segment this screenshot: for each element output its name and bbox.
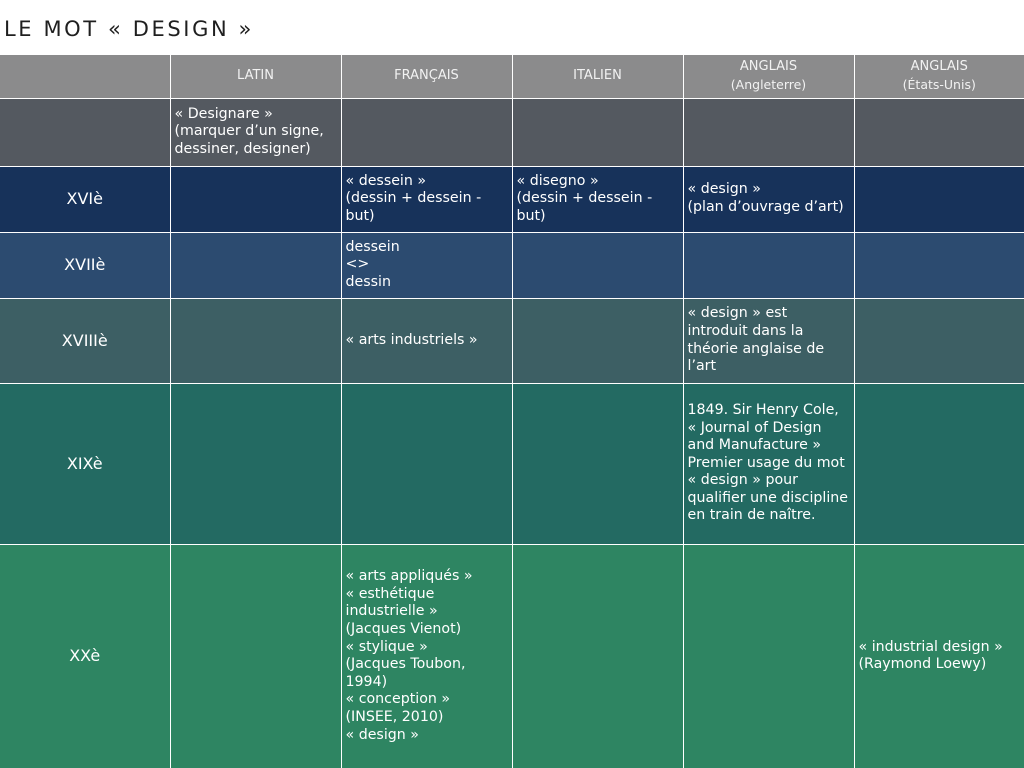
- cell-anglais-etats-unis: [854, 298, 1024, 383]
- header-subtitle: (États-Unis): [902, 77, 976, 93]
- century-label: XIXè: [0, 383, 170, 544]
- cell-anglais-angleterre: [683, 544, 854, 768]
- cell-francais: « dessein » (dessin + dessein - but): [341, 166, 512, 232]
- cell-anglais-angleterre: [683, 232, 854, 298]
- cell-latin: [170, 298, 341, 383]
- cell-latin: [170, 232, 341, 298]
- century-label: XXè: [0, 544, 170, 768]
- century-label: XVIIIè: [0, 298, 170, 383]
- table-row-xvi: [0, 166, 1024, 232]
- cell-latin: [170, 383, 341, 544]
- header-cell-francais: FRANÇAIS: [341, 55, 512, 98]
- cell-italien: [512, 383, 683, 544]
- header-cell-anglais-angleterre: ANGLAIS (Angleterre): [683, 55, 854, 98]
- table-row-origin: [0, 98, 1024, 166]
- cell-francais: « arts industriels »: [341, 298, 512, 383]
- cell-latin: « Designare » (marquer d’un signe, dessiner, designer): [170, 98, 341, 166]
- table-row-xviii: [0, 298, 1024, 383]
- header-cell-anglais-etats-unis: ANGLAIS (États-Unis): [854, 55, 1024, 98]
- cell-francais: « arts appliqués » « esthétique industrielle » (Jacques Vienot) « stylique » (Jacques Toubon, 1994) « conception » (INSEE, 2010) « design »: [341, 544, 512, 768]
- cell-italien: [512, 298, 683, 383]
- cell-francais: [341, 383, 512, 544]
- header-row: [0, 55, 1024, 98]
- cell-anglais-etats-unis: [854, 166, 1024, 232]
- cell-anglais-angleterre: [683, 98, 854, 166]
- century-label: XVIè: [0, 166, 170, 232]
- cell-anglais-etats-unis: [854, 383, 1024, 544]
- cell-anglais-angleterre: « design » est introduit dans la théorie anglaise de l’art: [683, 298, 854, 383]
- header-cell-italien: ITALIEN: [512, 55, 683, 98]
- cell-italien: [512, 98, 683, 166]
- cell-anglais-angleterre: « design » (plan d’ouvrage d’art): [683, 166, 854, 232]
- header-cell-latin: LATIN: [170, 55, 341, 98]
- cell-anglais-etats-unis: « industrial design » (Raymond Loewy): [854, 544, 1024, 768]
- cell-latin: [170, 166, 341, 232]
- header-cell-blank: [0, 55, 170, 98]
- cell-francais: [341, 98, 512, 166]
- cell-italien: [512, 232, 683, 298]
- century-label: [0, 98, 170, 166]
- table-row-xvii: [0, 232, 1024, 298]
- cell-francais: dessein <> dessin: [341, 232, 512, 298]
- cell-anglais-etats-unis: [854, 98, 1024, 166]
- cell-anglais-angleterre: 1849. Sir Henry Cole, « Journal of Design and Manufacture » Premier usage du mot « design » pour qualifier une discipline en train de naître.: [683, 383, 854, 544]
- cell-italien: [512, 544, 683, 768]
- etymology-table: [0, 55, 1024, 768]
- cell-latin: [170, 544, 341, 768]
- table-row-xx: [0, 544, 1024, 768]
- cell-italien: « disegno » (dessin + dessein - but): [512, 166, 683, 232]
- header-subtitle: (Angleterre): [730, 77, 807, 93]
- century-label: XVIIè: [0, 232, 170, 298]
- table-row-xix: [0, 383, 1024, 544]
- slide-title: LE MOT « DESIGN »: [4, 17, 254, 41]
- cell-anglais-etats-unis: [854, 232, 1024, 298]
